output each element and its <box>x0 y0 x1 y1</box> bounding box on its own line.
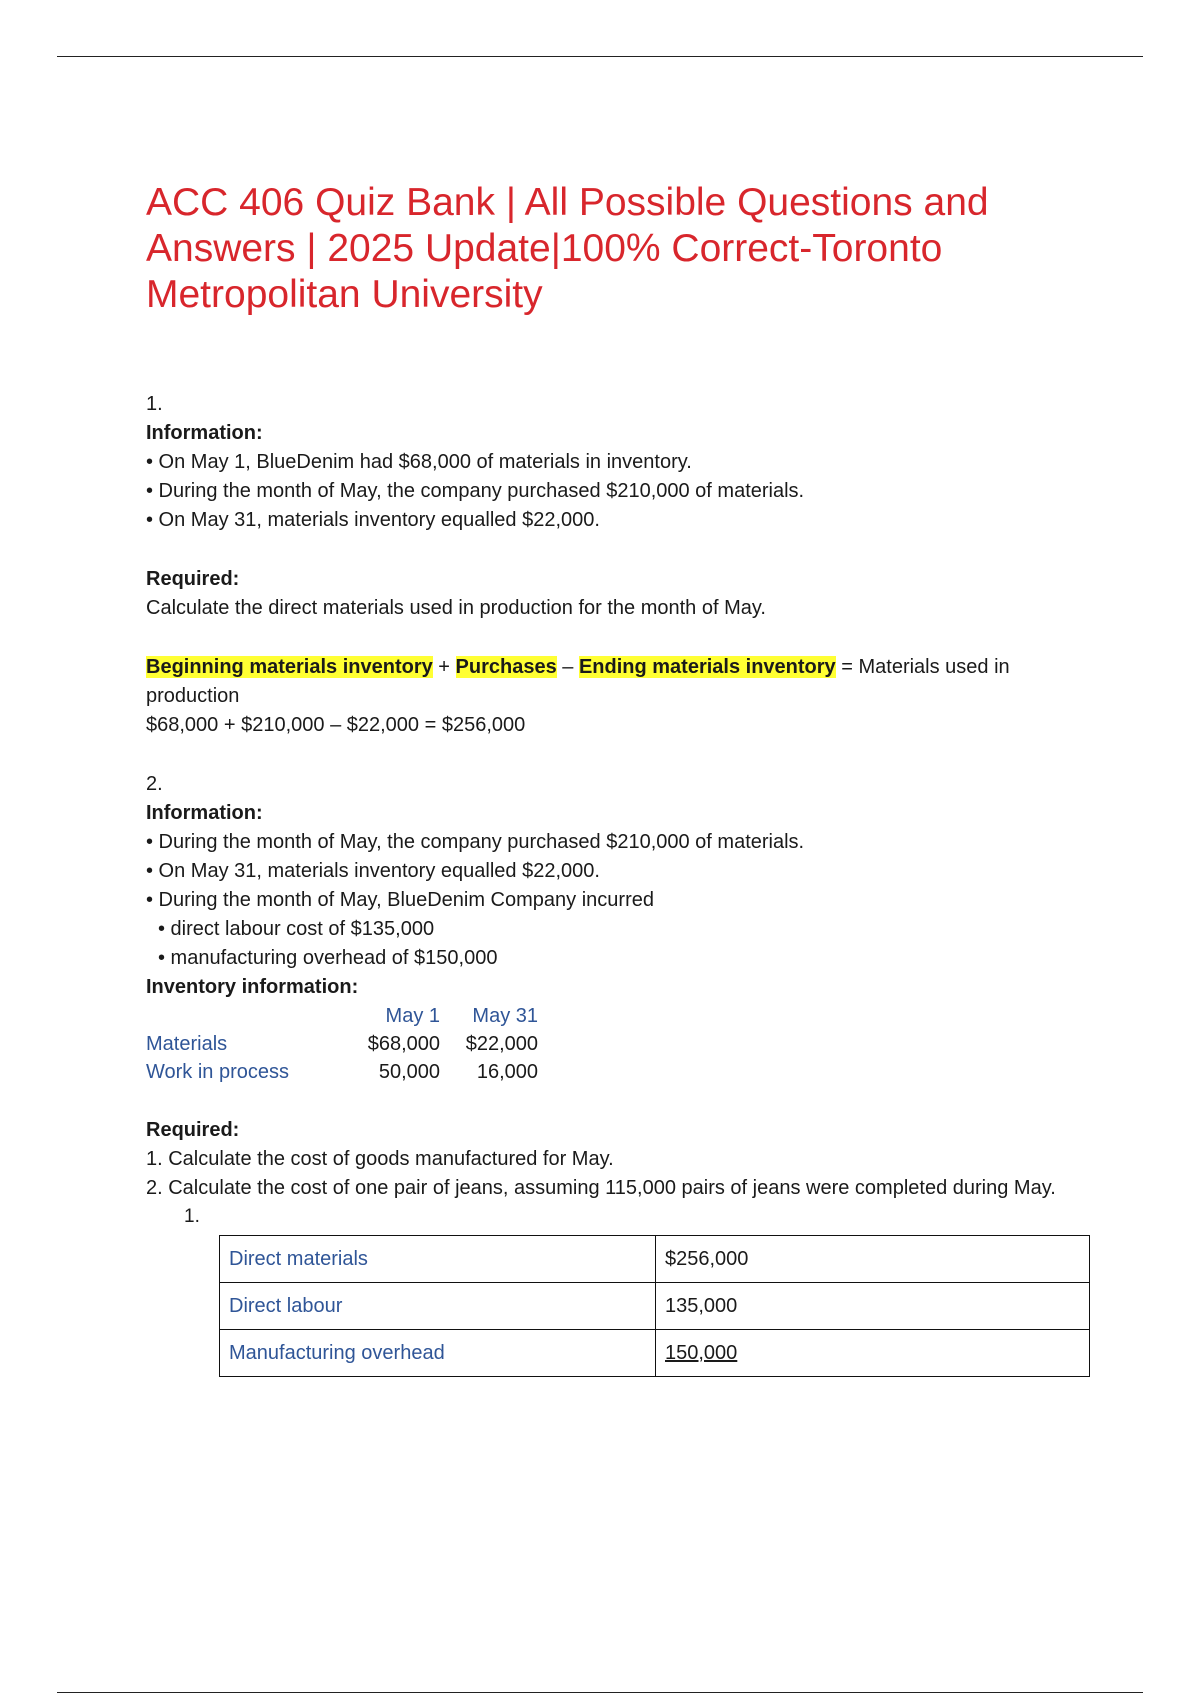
cell-may-1: 50,000 <box>378 1060 440 1083</box>
question-number: 2. <box>146 773 163 795</box>
cell-may-31: 16,000 <box>476 1060 538 1083</box>
cell-may-1: $68,000 <box>367 1032 440 1055</box>
info-bullet: • On May 1, BlueDenim had $68,000 of materials in inventory. <box>146 451 692 473</box>
required-label: Required: <box>146 568 240 590</box>
required-item: 2. Calculate the cost of one pair of jeans, assuming 115,000 pairs of jeans were completed during May. <box>146 1177 1056 1199</box>
info-bullet: • On May 31, materials inventory equalled $22,000. <box>146 509 600 531</box>
required-item: 1. Calculate the cost of goods manufactured for May. <box>146 1148 614 1170</box>
header-may-31: May 31 <box>472 1004 538 1027</box>
info-sub-bullet: • manufacturing overhead of $150,000 <box>158 947 498 969</box>
cogm-value <box>656 1330 1090 1377</box>
information-label: Information: <box>146 802 263 824</box>
table-row <box>146 1030 538 1058</box>
answer-number: 1. <box>184 1206 200 1227</box>
header-may-1: May 1 <box>385 1004 440 1027</box>
formula-result: = Materials used in production <box>146 656 1010 707</box>
row-label: Materials <box>146 1032 228 1055</box>
inventory-label: Inventory information: <box>146 976 359 998</box>
table-row <box>220 1236 1090 1283</box>
inventory-header-row <box>146 1002 538 1030</box>
cell-may-31: $22,000 <box>465 1032 538 1055</box>
calculation: $68,000 + $210,000 – $22,000 = $256,000 <box>146 714 526 736</box>
bottom-rule <box>57 1692 1143 1693</box>
info-sub-bullet: • direct labour cost of $135,000 <box>158 918 435 940</box>
formula-term-beginning: Beginning materials inventory <box>146 656 433 678</box>
question-1 <box>146 390 1096 740</box>
question-number: 1. <box>146 393 163 415</box>
formula-term-ending: Ending materials inventory <box>578 656 836 678</box>
required-text: Calculate the direct materials used in production for the month of May. <box>146 597 766 619</box>
table-row <box>146 1058 538 1086</box>
cogm-label: Direct materials <box>220 1236 656 1283</box>
question-2 <box>146 770 1096 1377</box>
inventory-table <box>146 1002 538 1086</box>
row-label: Work in process <box>146 1060 290 1083</box>
document-title: ACC 406 Quiz Bank | All Possible Questions and Answers | 2025 Update|100% Correct-Toronto Metropolitan University <box>146 181 989 316</box>
formula-term-purchases: Purchases <box>455 656 557 678</box>
info-bullet: • On May 31, materials inventory equalled $22,000. <box>146 860 600 882</box>
info-bullet: • During the month of May, the company purchased $210,000 of materials. <box>146 480 805 502</box>
information-label: Information: <box>146 422 263 444</box>
table-row <box>220 1330 1090 1377</box>
cogm-label: Direct labour <box>220 1283 656 1330</box>
formula-op: + <box>432 656 456 678</box>
table-row <box>220 1283 1090 1330</box>
info-bullet: • During the month of May, the company purchased $210,000 of materials. <box>146 831 805 853</box>
cogm-value-underlined: 150,000 <box>665 1341 738 1364</box>
cogm-value: $256,000 <box>656 1236 1090 1283</box>
cogm-table <box>219 1235 1090 1377</box>
formula <box>146 653 1096 711</box>
info-bullet: • During the month of May, BlueDenim Company incurred <box>146 889 654 911</box>
formula-op: – <box>556 656 579 678</box>
top-rule <box>57 56 1143 57</box>
cogm-value: 135,000 <box>656 1283 1090 1330</box>
document-body <box>146 180 1096 1377</box>
cogm-label: Manufacturing overhead <box>220 1330 656 1377</box>
required-label: Required: <box>146 1119 240 1141</box>
